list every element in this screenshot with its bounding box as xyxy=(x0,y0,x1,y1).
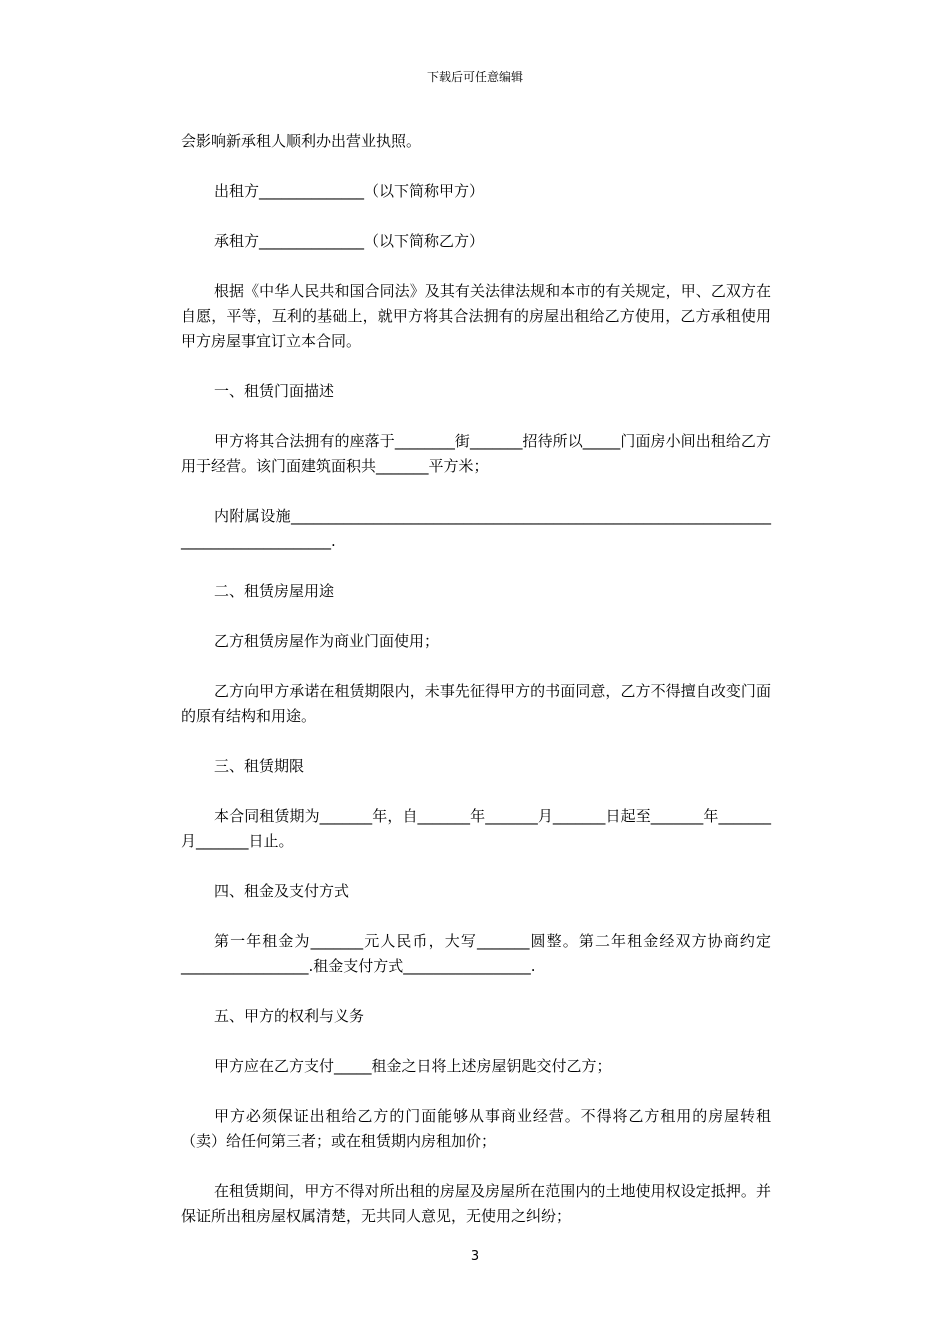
paragraph: 第一年租金为_______元人民币，大写_______圆整。第二年租金经双方协商约定_________________.租金支付方式_________________. xyxy=(181,932,771,975)
paragraph: 内附属设施____________________________________________________________________________________. xyxy=(181,507,771,550)
paragraph: 甲方将其合法拥有的座落于________街_______招待所以_____门面房小间出租给乙方用于经营。该门面建筑面积共_______平方米； xyxy=(181,432,771,475)
page-number: 3 xyxy=(470,1249,480,1264)
page-header: 下载后可任意编辑 xyxy=(426,70,523,84)
paragraph: 出租方______________（以下简称甲方） xyxy=(214,182,485,200)
section-heading: 三、租赁期限 xyxy=(214,757,305,775)
paragraph: 根据《中华人民共和国合同法》及其有关法律法规和本市的有关规定，甲、乙双方在自愿，平等，互利的基础上，就甲方将其合法拥有的房屋出租给乙方使用，乙方承租使用甲方房屋事宜订立本合同。 xyxy=(181,282,771,350)
paragraph: 承租方______________（以下简称乙方） xyxy=(214,232,485,250)
paragraph: 会影响新承租人顺利办出营业执照。 xyxy=(181,132,422,150)
paragraph: 在租赁期间，甲方不得对所出租的房屋及房屋所在范围内的土地使用权设定抵押。并保证所出租房屋权属清楚，无共同人意见，无使用之纠纷； xyxy=(181,1182,771,1225)
paragraph: 乙方向甲方承诺在租赁期限内，未事先征得甲方的书面同意，乙方不得擅自改变门面的原有结构和用途。 xyxy=(181,682,771,725)
section-heading: 五、甲方的权利与义务 xyxy=(214,1007,365,1025)
section-heading: 一、租赁门面描述 xyxy=(214,382,335,400)
document-body xyxy=(181,129,771,1229)
paragraph: 甲方应在乙方支付_____租金之日将上述房屋钥匙交付乙方； xyxy=(214,1057,612,1075)
paragraph: 本合同租赁期为_______年，自_______年_______月_______日起至_______年_______月_______日止。 xyxy=(181,807,771,850)
paragraph: 甲方必须保证出租给乙方的门面能够从事商业经营。不得将乙方租用的房屋转租（卖）给任何第三者；或在租赁期内房租加价； xyxy=(181,1107,771,1150)
paragraph: 乙方租赁房屋作为商业门面使用； xyxy=(214,632,440,650)
section-heading: 四、租金及支付方式 xyxy=(214,882,350,900)
section-heading: 二、租赁房屋用途 xyxy=(214,582,335,600)
